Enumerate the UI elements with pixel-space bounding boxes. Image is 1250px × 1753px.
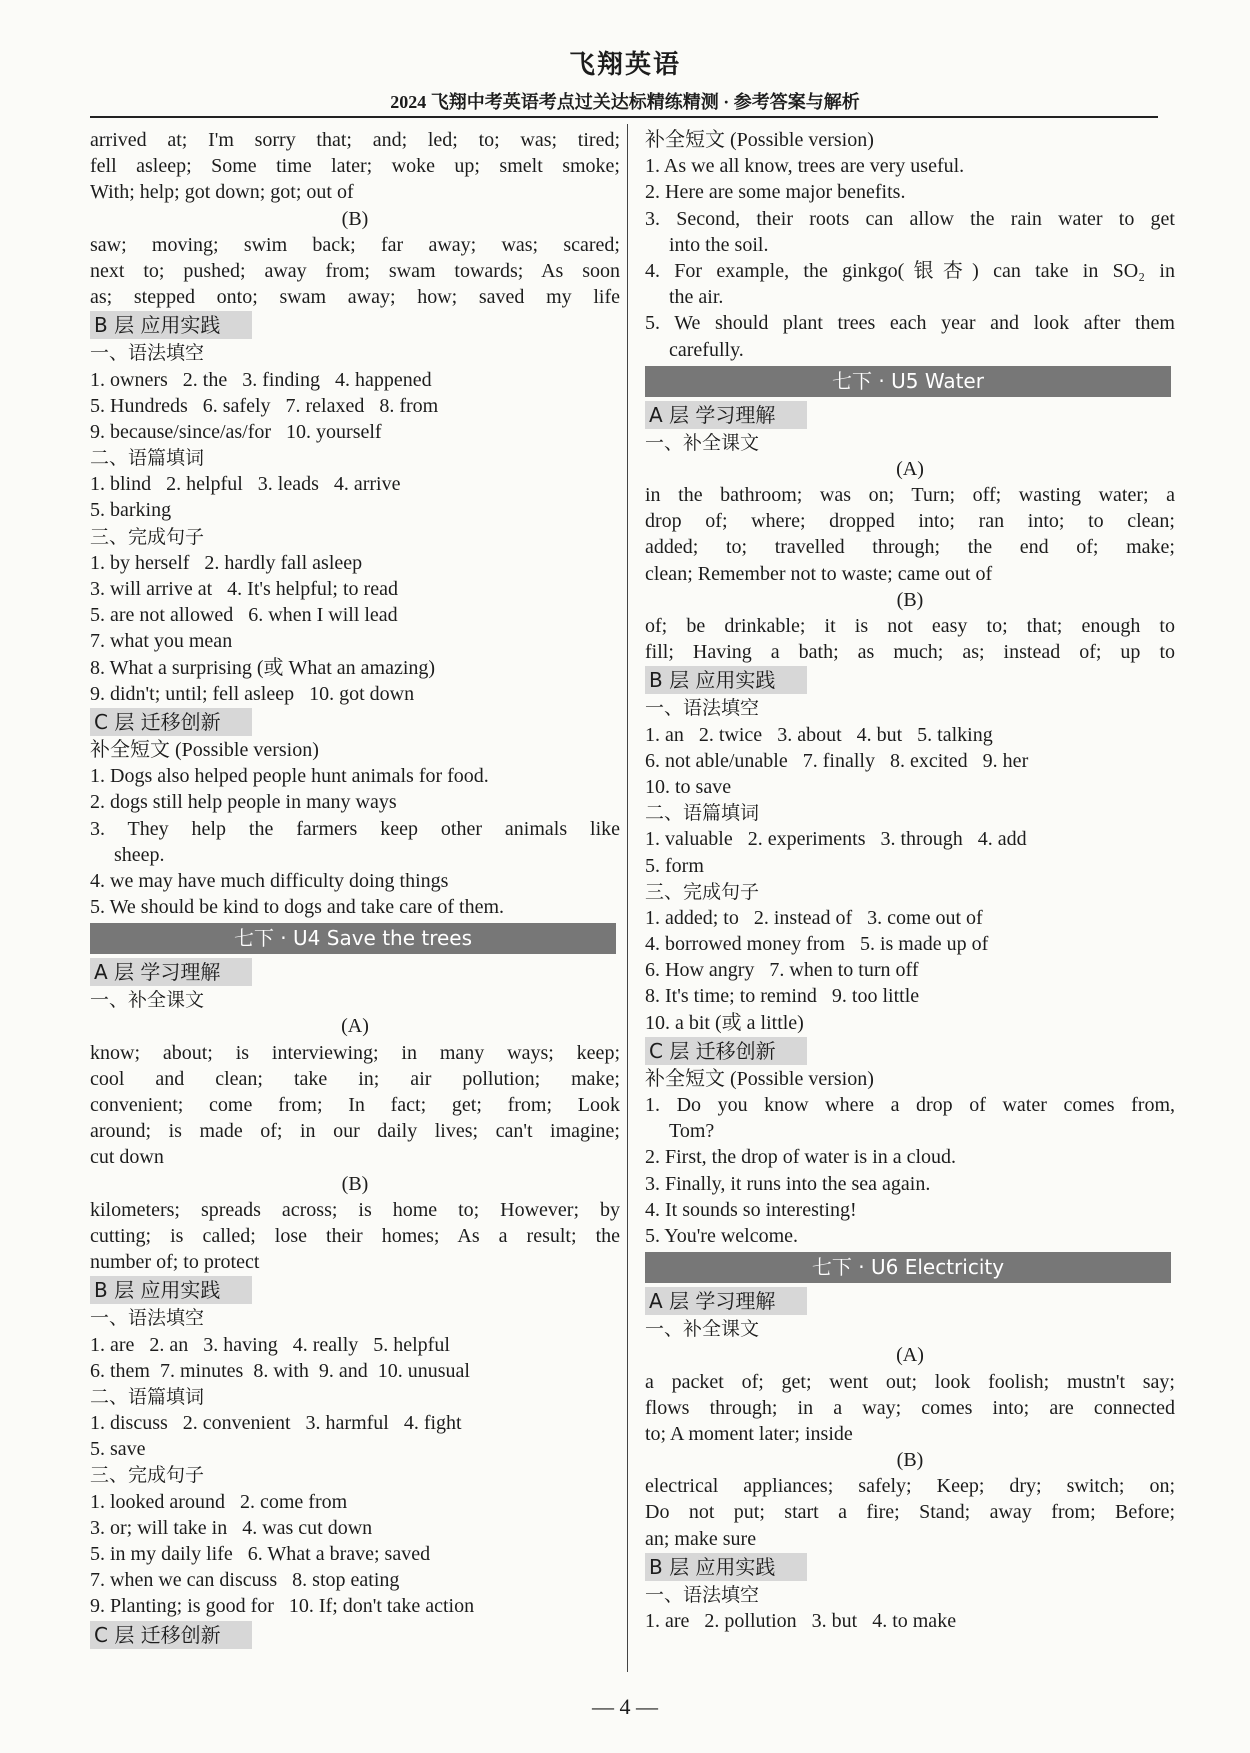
sub-heading: 二、语篇填词 — [645, 802, 760, 825]
text-line: around; is made of; in our daily lives; can't imagine; — [90, 1120, 620, 1143]
text-line: number of; to protect — [90, 1251, 260, 1274]
text-line: clean; Remember not to waste; came out of — [645, 562, 993, 585]
answer-line: 6. How angry 7. when to turn off — [645, 959, 919, 982]
answer-line: 5. form — [645, 854, 704, 877]
sub-heading: 一、语法填空 — [645, 1583, 760, 1606]
section-label: (A) — [341, 1015, 369, 1038]
section-label: (B) — [341, 207, 369, 230]
text-line: to; A moment later; inside — [645, 1422, 853, 1445]
answer-line: sheep. — [114, 843, 165, 866]
answer-line: 1. discuss 2. convenient 3. harmful 4. fight — [90, 1412, 462, 1435]
answer-line: 1. are 2. pollution 3. but 4. to make — [645, 1610, 957, 1632]
sub-heading: 补全短文 (Possible version) — [90, 738, 319, 761]
answer-line: 5. We should be kind to dogs and take care of them. — [90, 896, 505, 919]
answer-line: 10. to save — [645, 775, 732, 798]
text-line: drop of; where; dropped into; ran into; to clean; — [645, 510, 1175, 533]
answer-line: 5. are not allowed 6. when I will lead — [90, 604, 398, 627]
answer-line: into the soil. — [669, 233, 769, 256]
sub-heading: 一、语法填空 — [645, 697, 760, 720]
answer-line: 1. added; to 2. instead of 3. come out of — [645, 906, 983, 929]
text-line: next to; pushed; away from; swam towards; As soon — [90, 259, 620, 282]
text-line: arrived at; I'm sorry that; and; led; to; was; tired; — [90, 129, 620, 151]
answer-line: 1. looked around 2. come from — [90, 1490, 348, 1513]
text-line: fill; Having a bath; as much; as; instead of; up to — [645, 641, 1175, 664]
text-line: as; stepped onto; swam away; how; saved my life — [90, 286, 620, 309]
text-line: fell asleep; Some time later; woke up; smelt smoke; — [90, 155, 620, 178]
section-label: (A) — [896, 457, 924, 480]
answer-line: 7. what you mean — [90, 630, 233, 653]
left-column — [90, 127, 620, 1650]
section-label: (B) — [896, 1449, 924, 1472]
sub-heading: 三、完成句子 — [90, 525, 205, 548]
text-line: of; be drinkable; it is not easy to; that; enough to — [645, 615, 1175, 637]
layer-heading: C 层 迁移创新 — [645, 1037, 807, 1065]
answer-line: 4. borrowed money from 5. is made up of — [645, 933, 989, 956]
text-line: added; to; travelled through; the end of; make; — [645, 536, 1175, 559]
answer-line: 7. when we can discuss 8. stop eating — [90, 1569, 400, 1592]
answer-line: 1. As we all know, trees are very useful. — [645, 155, 965, 178]
text-line: kilometers; spreads across; is home to; However; by — [90, 1198, 620, 1221]
answer-line: 5. save — [90, 1438, 146, 1461]
section-label: (A) — [896, 1344, 924, 1367]
answer-line: 6. them 7. minutes 8. with 9. and 10. unusual — [90, 1359, 470, 1382]
layer-heading: C 层 迁移创新 — [90, 1621, 252, 1649]
page-subtitle: 2024 飞翔中考英语考点过关达标精练精测 · 参考答案与解析 — [390, 92, 860, 112]
sub-heading: 补全短文 (Possible version) — [645, 129, 874, 151]
answer-line: 3. will arrive at 4. It's helpful; to read — [90, 578, 398, 600]
layer-heading: B 层 应用实践 — [90, 311, 252, 339]
text-line: an; make sure — [645, 1527, 757, 1550]
answer-line: 3. They help the farmers keep other animals like — [90, 817, 620, 840]
answer-line: 3. Finally, it runs into the sea again. — [645, 1172, 931, 1195]
sub-heading: 一、语法填空 — [90, 1307, 205, 1330]
page-number: — 4 — — [592, 1694, 658, 1719]
layer-heading: A 层 学习理解 — [645, 401, 807, 429]
answer-line: 1. Do you know where a drop of water comes from, — [645, 1094, 1175, 1116]
unit-title-bar: 七下 · U4 Save the trees — [90, 923, 616, 954]
answer-line: 10. a bit (或 a little) — [645, 1011, 804, 1034]
text-line: convenient; come from; In fact; get; from; Look — [90, 1094, 620, 1116]
text-line: electrical appliances; safely; Keep; dry; switch; on; — [645, 1475, 1175, 1498]
answer-line: 9. Planting; is good for 10. If; don't take action — [90, 1595, 475, 1618]
right-column — [645, 127, 1175, 1634]
text-line: flows through; in a way; comes into; are connected — [645, 1396, 1175, 1419]
unit-title-bar: 七下 · U6 Electricity — [645, 1252, 1171, 1283]
answer-line: carefully. — [669, 338, 744, 361]
answer-line: 1. an 2. twice 3. about 4. but 5. talking — [645, 723, 993, 746]
sub-heading: 一、补全课文 — [90, 989, 205, 1012]
text-line: cutting; is called; lose their homes; As a result; the — [90, 1224, 620, 1247]
column-divider — [627, 124, 628, 1672]
sub-heading: 一、补全课文 — [645, 1318, 760, 1341]
answer-line: 5. We should plant trees each year and look after them — [645, 312, 1175, 335]
answer-line: 5. in my daily life 6. What a brave; saved — [90, 1543, 431, 1565]
sub-heading: 一、语法填空 — [90, 342, 205, 365]
text-line: know; about; is interviewing; in many ways; keep; — [90, 1041, 620, 1064]
answer-line: 8. What a surprising (或 What an amazing) — [90, 656, 436, 679]
layer-heading: B 层 应用实践 — [645, 666, 807, 694]
answer-line: 1. blind 2. helpful 3. leads 4. arrive — [90, 473, 401, 496]
text-line: cut down — [90, 1146, 164, 1169]
sub-heading: 二、语篇填词 — [90, 447, 205, 470]
answer-line: Tom? — [669, 1120, 715, 1143]
text-line: With; help; got down; got; out of — [90, 181, 354, 204]
answer-line: 9. didn't; until; fell asleep 10. got down — [90, 682, 415, 705]
answer-line: 6. not able/unable 7. finally 8. excited 9. her — [645, 749, 1029, 772]
answer-line: 5. barking — [90, 499, 172, 522]
sub-heading: 三、完成句子 — [90, 1464, 205, 1487]
answer-line: 1. by herself 2. hardly fall asleep — [90, 551, 363, 574]
answer-line: 4. we may have much difficulty doing things — [90, 869, 449, 892]
text-line: cool and clean; take in; air pollution; make; — [90, 1067, 620, 1090]
text-line: saw; moving; swim back; far away; was; scared; — [90, 233, 620, 256]
unit-title-bar: 七下 · U5 Water — [645, 366, 1171, 397]
text-line: Do not put; start a fire; Stand; away from; Before; — [645, 1501, 1175, 1524]
brand-logo: 飞翔英语 — [568, 50, 681, 80]
layer-heading: B 层 应用实践 — [645, 1553, 807, 1581]
answer-line: 1. valuable 2. experiments 3. through 4. add — [645, 828, 1027, 851]
layer-heading: B 层 应用实践 — [90, 1276, 252, 1304]
layer-heading: C 层 迁移创新 — [90, 708, 252, 736]
answer-line: 5. You're welcome. — [645, 1224, 799, 1247]
answer-line: 3. Second, their roots can allow the rain water to get — [645, 207, 1175, 230]
answer-line: 2. Here are some major benefits. — [645, 181, 906, 204]
sub-heading: 三、完成句子 — [645, 880, 760, 903]
header-rule — [90, 116, 1158, 118]
answer-line: 9. because/since/as/for 10. yourself — [90, 420, 382, 443]
text-line: in the bathroom; was on; Turn; off; wasting water; a — [645, 484, 1175, 507]
section-label: (B) — [341, 1172, 369, 1195]
answer-line: 2. dogs still help people in many ways — [90, 791, 397, 814]
answer-line: 1. Dogs also helped people hunt animals for food. — [90, 765, 489, 788]
answer-line: 1. are 2. an 3. having 4. really 5. helpful — [90, 1333, 450, 1356]
sub-heading: 二、语篇填词 — [90, 1385, 205, 1408]
section-label: (B) — [896, 588, 924, 611]
sub-heading: 补全短文 (Possible version) — [645, 1067, 874, 1090]
layer-heading: A 层 学习理解 — [645, 1287, 807, 1315]
answer-line: 1. owners 2. the 3. finding 4. happened — [90, 368, 432, 391]
answer-line: 8. It's time; to remind 9. too little — [645, 985, 920, 1008]
answer-line: 2. First, the drop of water is in a cloud. — [645, 1146, 957, 1169]
answer-line: the air. — [669, 286, 724, 309]
answer-line: 4. For example, the ginkgo(银杏) can take in SO₂ in — [645, 259, 1175, 282]
answer-line: 4. It sounds so interesting! — [645, 1198, 857, 1221]
answer-line: 3. or; will take in 4. was cut down — [90, 1516, 373, 1539]
text-line: a packet of; get; went out; look foolish; mustn't say; — [645, 1370, 1175, 1393]
page-header — [0, 0, 1250, 120]
sub-heading: 一、补全课文 — [645, 431, 760, 454]
answer-line: 5. Hundreds 6. safely 7. relaxed 8. from — [90, 394, 439, 417]
layer-heading: A 层 学习理解 — [90, 958, 252, 986]
